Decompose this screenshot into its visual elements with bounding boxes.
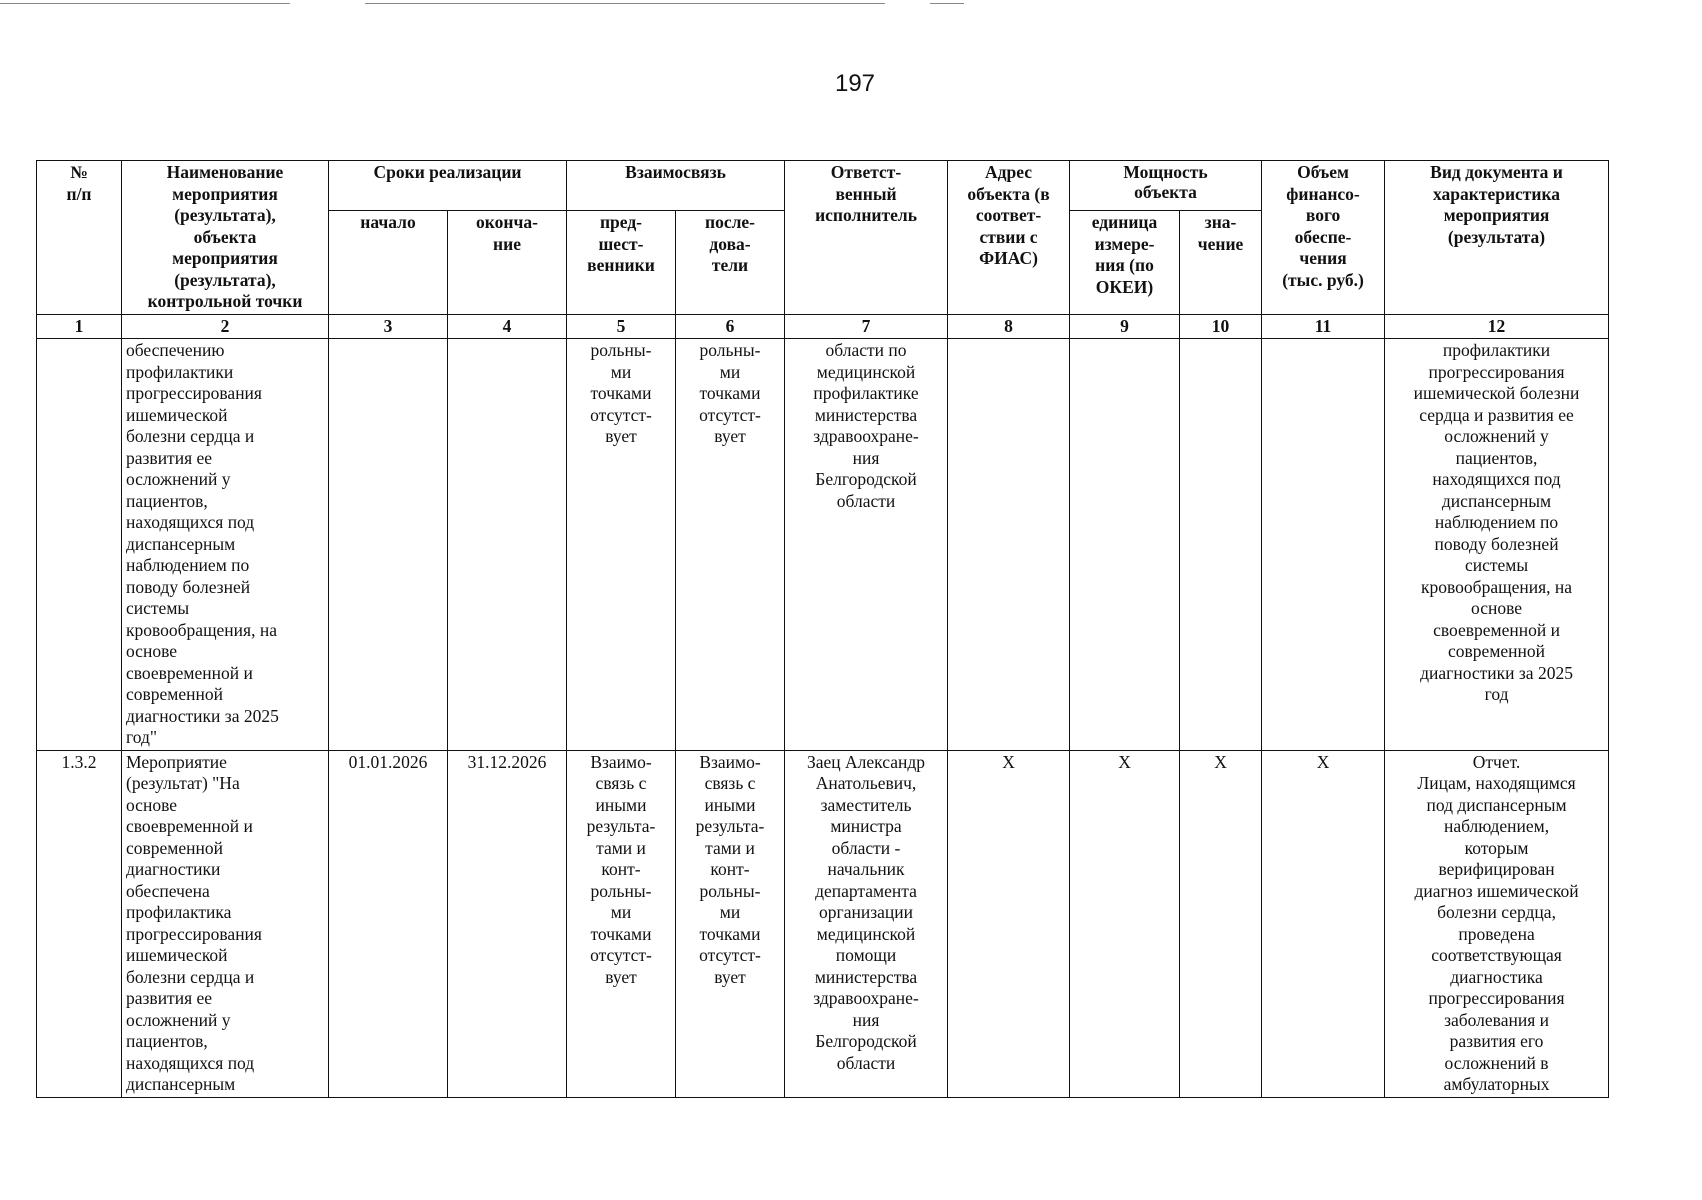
header-col-document: Вид документа и характеристика мероприятия (результата) <box>1385 161 1609 315</box>
column-number: 8 <box>948 314 1070 339</box>
header-col-terms: Сроки реализации <box>329 161 567 211</box>
column-number: 3 <box>329 314 448 339</box>
cell-no <box>37 339 122 751</box>
scan-artifact-line <box>0 3 290 4</box>
page-number: 197 <box>834 70 876 97</box>
header-col-responsible: Ответст- венный исполнитель <box>785 161 948 315</box>
cell-unit: X <box>1070 750 1180 1097</box>
header-col-no: № п/п <box>37 161 122 315</box>
column-number: 10 <box>1180 314 1262 339</box>
table-row <box>37 750 1609 1097</box>
cell-financing <box>1262 339 1385 751</box>
cell-predecessors: Взаимо- связь с иными результа- тами и конт- рольны- ми точками отсутст- вует <box>567 750 676 1097</box>
table-row <box>37 339 1609 751</box>
column-number-row <box>37 314 1609 339</box>
cell-name: обеспечению профилактики прогрессирования ишемической болезни сердца и развития ее осложнений у пациентов, находящихся под диспансерным наблюдением по поводу болезней системы кровообращения, на основе своевременной и современной диагностики за 2025 год" <box>122 339 329 751</box>
column-number: 2 <box>122 314 329 339</box>
cell-document: Отчет. Лицам, находящимся под диспансерным наблюдением, которым верифицирован диагноз ишемической болезни сердца, проведена соответствующая диагностика прогрессирования заболевания и развития его осложнений в амбулаторных <box>1385 750 1609 1097</box>
scan-artifact-line <box>365 3 885 4</box>
header-col-name: Наименование мероприятия (результата), объекта мероприятия (результата), контрольной точки <box>122 161 329 315</box>
header-col-predecessors: пред- шест- венники <box>567 211 676 315</box>
cell-unit <box>1070 339 1180 751</box>
cell-start: 01.01.2026 <box>329 750 448 1097</box>
cell-no: 1.3.2 <box>37 750 122 1097</box>
column-number: 5 <box>567 314 676 339</box>
cell-start <box>329 339 448 751</box>
header-col-unit: единица измере- ния (по ОКЕИ) <box>1070 211 1180 315</box>
cell-name: Мероприятие (результат) "На основе своевременной и современной диагностики обеспечена профилактика прогрессирования ишемической болезни сердца и развития ее осложнений у пациентов, находящихся под диспансерным <box>122 750 329 1097</box>
cell-document: профилактики прогрессирования ишемической болезни сердца и развития ее осложнений у пациентов, находящихся под диспансерным наблюдением по поводу болезней системы кровообращения, на основе своевременной и современной диагностики за 2025 год <box>1385 339 1609 751</box>
cell-responsible: области по медицинской профилактике министерства здравоохране- ния Белгородской области <box>785 339 948 751</box>
cell-address <box>948 339 1070 751</box>
cell-value <box>1180 339 1262 751</box>
plan-table <box>36 160 1609 1098</box>
column-number: 7 <box>785 314 948 339</box>
cell-predecessors: рольны- ми точками отсутст- вует <box>567 339 676 751</box>
cell-end <box>448 339 567 751</box>
cell-responsible: Заец Александр Анатольевич, заместитель министра области - начальник департамента организации медицинской помощи министерства здравоохране- ния Белгородской области <box>785 750 948 1097</box>
cell-value: X <box>1180 750 1262 1097</box>
header-col-start: начало <box>329 211 448 315</box>
column-number: 6 <box>676 314 785 339</box>
header-col-link: Взаимосвязь <box>567 161 785 211</box>
header-row-1 <box>37 161 1609 211</box>
column-number: 1 <box>37 314 122 339</box>
column-number: 12 <box>1385 314 1609 339</box>
cell-successors: рольны- ми точками отсутст- вует <box>676 339 785 751</box>
header-col-financing: Объем финансо- вого обеспе- чения (тыс. руб.) <box>1262 161 1385 315</box>
cell-financing: X <box>1262 750 1385 1097</box>
column-number: 9 <box>1070 314 1180 339</box>
column-number: 11 <box>1262 314 1385 339</box>
header-col-successors: после- дова- тели <box>676 211 785 315</box>
header-col-value: зна- чение <box>1180 211 1262 315</box>
column-number: 4 <box>448 314 567 339</box>
cell-address: X <box>948 750 1070 1097</box>
cell-successors: Взаимо- связь с иными результа- тами и конт- рольны- ми точками отсутст- вует <box>676 750 785 1097</box>
scan-artifact-line <box>930 3 964 4</box>
header-col-power: Мощность объекта <box>1070 161 1262 211</box>
cell-end: 31.12.2026 <box>448 750 567 1097</box>
header-col-address: Адрес объекта (в соответ- ствии с ФИАС) <box>948 161 1070 315</box>
header-col-end: оконча- ние <box>448 211 567 315</box>
